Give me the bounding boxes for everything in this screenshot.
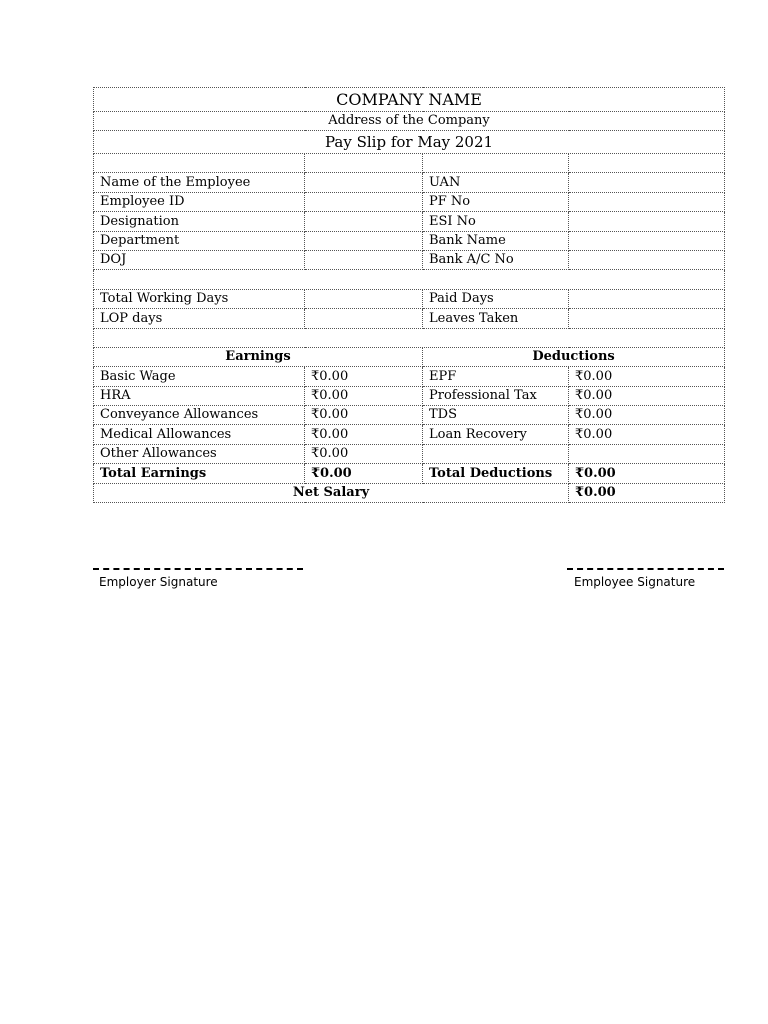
earning-value: ₹0.00 <box>305 444 423 463</box>
pay-slip-title: Pay Slip for May 2021 <box>94 131 725 154</box>
total-earnings-label: Total Earnings <box>94 464 305 483</box>
employee-field-label: Bank Name <box>423 231 569 250</box>
employee-signature-line <box>567 568 724 570</box>
attendance-label: Paid Days <box>423 289 569 308</box>
employee-signature-label: Employee Signature <box>574 575 696 589</box>
employee-field-label: Bank A/C No <box>423 250 569 269</box>
employee-row <box>94 212 725 231</box>
employee-field-label: PF No <box>423 192 569 211</box>
employee-row <box>94 173 725 192</box>
section-header-row <box>94 347 725 366</box>
employee-field-value <box>569 212 725 231</box>
employee-field-value <box>569 173 725 192</box>
attendance-value <box>305 309 423 328</box>
earning-value: ₹0.00 <box>305 367 423 386</box>
deduction-label <box>423 444 569 463</box>
earning-label: HRA <box>94 386 305 405</box>
blank-row <box>94 154 725 173</box>
employee-row <box>94 250 725 269</box>
total-deductions-value: ₹0.00 <box>569 464 725 483</box>
company-name-row <box>94 88 725 112</box>
deduction-label: Professional Tax <box>423 386 569 405</box>
employee-field-value <box>305 192 423 211</box>
employee-field-label: Department <box>94 231 305 250</box>
attendance-value <box>305 289 423 308</box>
earnings-header: Earnings <box>94 347 423 366</box>
employee-field-label: Name of the Employee <box>94 173 305 192</box>
deductions-header: Deductions <box>423 347 725 366</box>
pay-item-row <box>94 444 725 463</box>
address-row <box>94 112 725 131</box>
attendance-row <box>94 309 725 328</box>
employee-field-label: ESI No <box>423 212 569 231</box>
employee-field-label: Designation <box>94 212 305 231</box>
employee-field-label: DOJ <box>94 250 305 269</box>
earning-value: ₹0.00 <box>305 406 423 425</box>
spacer-row <box>94 328 725 347</box>
deduction-value: ₹0.00 <box>569 406 725 425</box>
employee-row <box>94 231 725 250</box>
pay-item-row <box>94 425 725 444</box>
total-earnings-value: ₹0.00 <box>305 464 423 483</box>
total-deductions-label: Total Deductions <box>423 464 569 483</box>
net-salary-value: ₹0.00 <box>569 483 725 502</box>
earning-label: Medical Allowances <box>94 425 305 444</box>
employee-field-value <box>305 231 423 250</box>
spacer-row <box>94 270 725 289</box>
earning-label: Conveyance Allowances <box>94 406 305 425</box>
earning-label: Other Allowances <box>94 444 305 463</box>
attendance-value <box>569 309 725 328</box>
employer-signature-label: Employer Signature <box>99 575 218 589</box>
attendance-label: Leaves Taken <box>423 309 569 328</box>
deduction-value: ₹0.00 <box>569 386 725 405</box>
deduction-value: ₹0.00 <box>569 425 725 444</box>
employee-field-value <box>569 231 725 250</box>
deduction-label: TDS <box>423 406 569 425</box>
pay-slip-table <box>93 87 725 503</box>
net-salary-row <box>94 483 725 502</box>
employee-field-value <box>569 250 725 269</box>
employee-field-value <box>305 212 423 231</box>
attendance-label: LOP days <box>94 309 305 328</box>
earning-value: ₹0.00 <box>305 386 423 405</box>
employee-field-value <box>305 250 423 269</box>
attendance-value <box>569 289 725 308</box>
deduction-value: ₹0.00 <box>569 367 725 386</box>
company-name: COMPANY NAME <box>94 88 725 112</box>
totals-row <box>94 464 725 483</box>
pay-item-row <box>94 406 725 425</box>
net-salary-label: Net Salary <box>94 483 569 502</box>
pay-item-row <box>94 386 725 405</box>
employer-signature-line <box>93 568 303 570</box>
attendance-row <box>94 289 725 308</box>
employee-field-value <box>569 192 725 211</box>
deduction-label: EPF <box>423 367 569 386</box>
earning-value: ₹0.00 <box>305 425 423 444</box>
attendance-label: Total Working Days <box>94 289 305 308</box>
employee-field-label: Employee ID <box>94 192 305 211</box>
deduction-value <box>569 444 725 463</box>
earning-label: Basic Wage <box>94 367 305 386</box>
deduction-label: Loan Recovery <box>423 425 569 444</box>
pay-item-row <box>94 367 725 386</box>
employee-row <box>94 192 725 211</box>
company-address: Address of the Company <box>94 112 725 131</box>
employee-field-label: UAN <box>423 173 569 192</box>
employee-field-value <box>305 173 423 192</box>
pay-slip-title-row <box>94 131 725 154</box>
